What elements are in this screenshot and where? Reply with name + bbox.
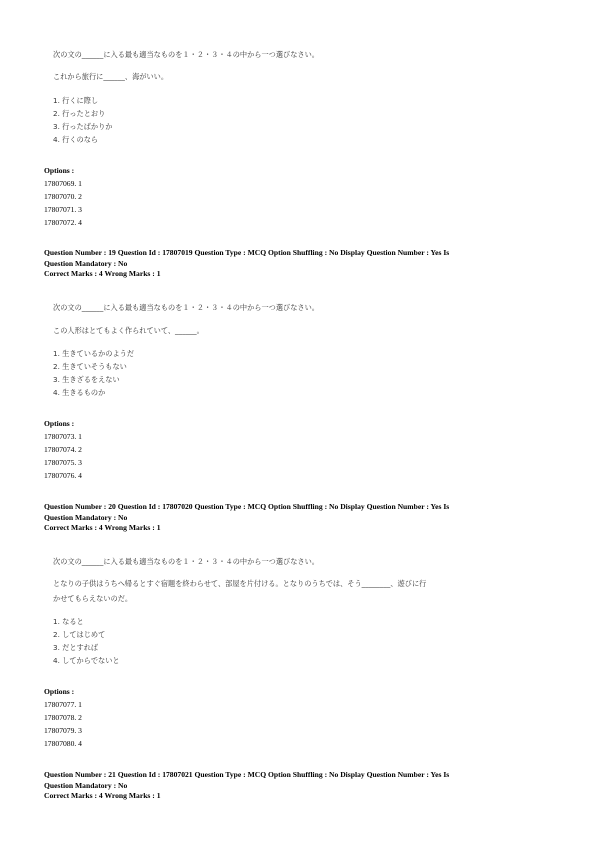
q19-header	[44, 248, 554, 280]
q20-option-id-3: 17807079. 3	[44, 726, 82, 735]
q18-option-id-1: 17807069. 1	[44, 179, 82, 188]
q20-choice-3: 3. だとすれば	[53, 643, 99, 652]
q20-choice-1: 1. なると	[53, 617, 84, 626]
q18-option-id-2: 17807070. 2	[44, 192, 82, 201]
q20-options-label: Options :	[44, 687, 75, 696]
q20-choices	[53, 615, 120, 667]
q20-options	[44, 685, 82, 750]
q18-options-label: Options :	[44, 166, 75, 175]
q18-option-id-3: 17807071. 3	[44, 205, 82, 214]
q20-sentence-line1: となりの子供はうちへ帰るとすぐ宿題を終わらせて、部屋を片付ける。となりのうちでは、そう________、遊びに行	[53, 579, 427, 588]
q18-choice-3: 3. 行ったばかりか	[53, 122, 113, 131]
q18-sentence: これから旅行に______、海がいい。	[53, 72, 169, 81]
q20-header	[44, 502, 554, 534]
q19-sentence: この人形はとてもよく作られていて、______。	[53, 326, 204, 335]
q19-option-id-2: 17807074. 2	[44, 445, 82, 454]
q19-option-id-3: 17807075. 3	[44, 458, 82, 467]
q19-option-id-1: 17807073. 1	[44, 432, 82, 441]
q18-choice-1: 1. 行くに際し	[53, 96, 99, 105]
q19-choice-4: 4. 生きるものか	[53, 388, 106, 397]
q18-options	[44, 164, 82, 229]
q20-option-id-2: 17807078. 2	[44, 713, 82, 722]
q20-header-line2: Question Mandatory : No	[44, 512, 128, 522]
q20-header-line1: Question Number : 20 Question Id : 17807020 Question Type : MCQ Option Shuffling : No Display Question Number : Yes Is	[44, 502, 450, 511]
q19-choice-2: 2. 生きていそうもない	[53, 362, 127, 371]
q19-option-id-4: 17807076. 4	[44, 471, 82, 480]
q19-instruction: 次の文の______に入る最も適当なものを１・２・３・４の中から一つ選びなさい。	[53, 303, 319, 312]
q21-header-line1: Question Number : 21 Question Id : 17807021 Question Type : MCQ Option Shuffling : No Display Question Number : Yes Is	[44, 770, 450, 779]
q18-instruction: 次の文の______に入る最も適当なものを１・２・３・４の中から一つ選びなさい。	[53, 50, 319, 59]
q20-sentence-line2: かせてもらえないのだ。	[53, 594, 133, 603]
q19-choice-1: 1. 生きているかのようだ	[53, 349, 135, 358]
q20-choice-2: 2. してはじめて	[53, 630, 106, 639]
q19-choices	[53, 347, 134, 399]
q20-option-id-1: 17807077. 1	[44, 700, 82, 709]
q19-header-line2: Question Mandatory : No	[44, 258, 128, 268]
q19-options	[44, 417, 82, 482]
q18-option-id-4: 17807072. 4	[44, 218, 82, 227]
q21-header	[44, 770, 554, 802]
q19-options-label: Options :	[44, 419, 75, 428]
q19-header-line3: Correct Marks : 4 Wrong Marks : 1	[44, 269, 161, 278]
q18-choices	[53, 94, 112, 146]
q18-choice-4: 4. 行くのなら	[53, 135, 99, 144]
q21-header-line2: Question Mandatory : No	[44, 780, 128, 790]
q20-instruction: 次の文の______に入る最も適当なものを１・２・３・４の中から一つ選びなさい。	[53, 557, 319, 566]
q19-choice-3: 3. 生きざるをえない	[53, 375, 120, 384]
q20-option-id-4: 17807080. 4	[44, 739, 82, 748]
q20-choice-4: 4. してからでないと	[53, 656, 120, 665]
q18-choice-2: 2. 行ったとおり	[53, 109, 106, 118]
q21-header-line3: Correct Marks : 4 Wrong Marks : 1	[44, 791, 161, 800]
q19-header-line1: Question Number : 19 Question Id : 17807019 Question Type : MCQ Option Shuffling : No Display Question Number : Yes Is	[44, 248, 450, 257]
q20-header-line3: Correct Marks : 4 Wrong Marks : 1	[44, 523, 161, 532]
